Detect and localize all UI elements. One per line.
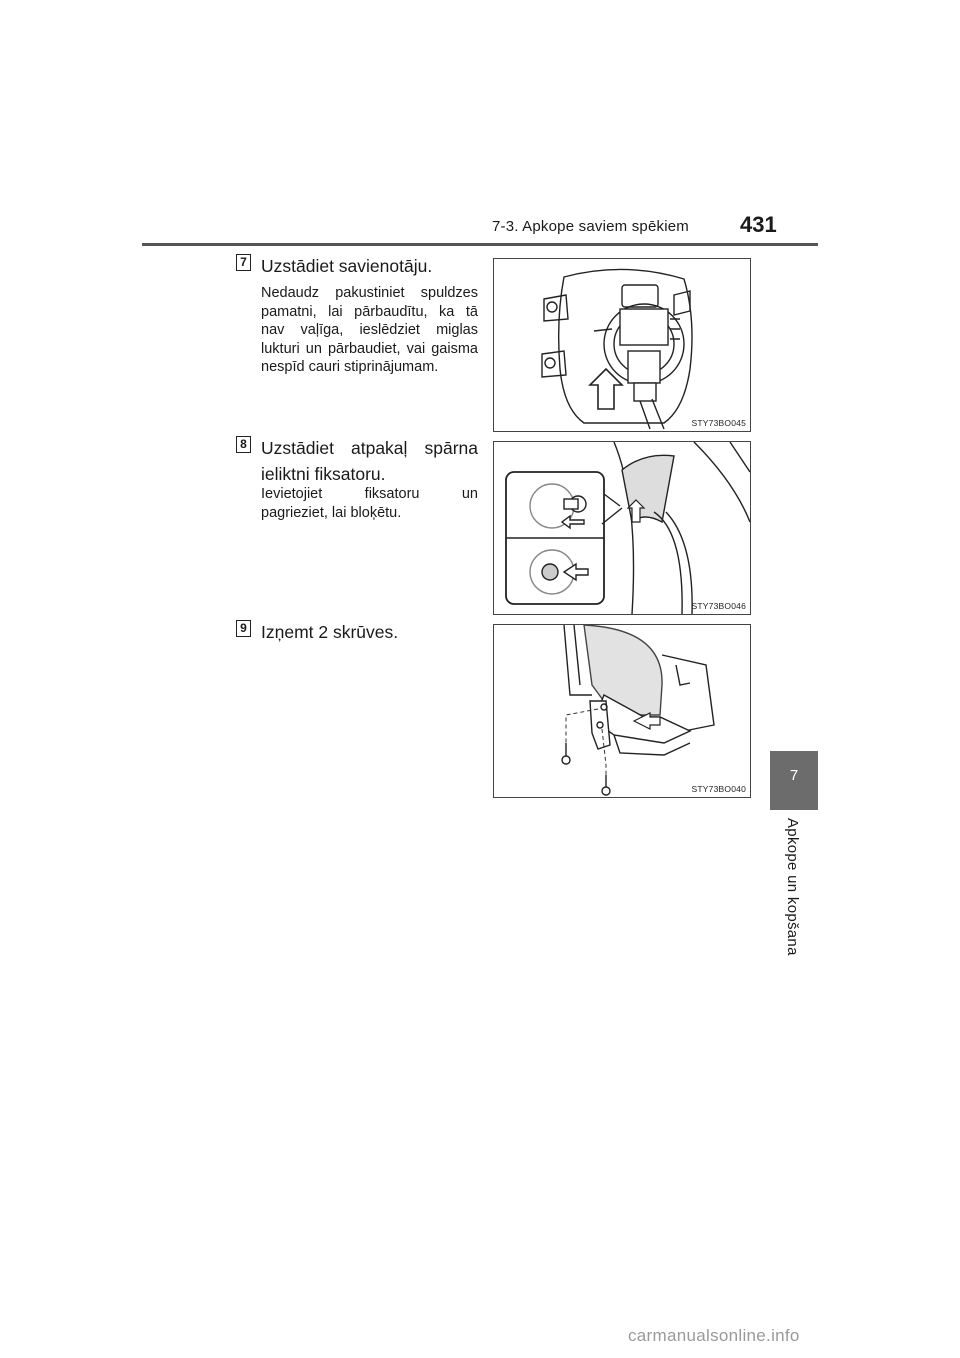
step-7-title: Uzstādiet savienotāju.	[261, 256, 433, 276]
step-9-title: Izņemt 2 skrūves.	[261, 622, 399, 642]
step-number-7: 7	[236, 254, 251, 271]
figure-fog-lamp-connector	[493, 258, 751, 432]
remove-screws-illustration	[494, 625, 750, 797]
step-8-body	[261, 485, 478, 522]
fender-liner-clip-illustration	[494, 442, 750, 614]
figure-fender-liner-clip	[493, 441, 751, 615]
step-8-title-line: Uzstādiet atpakaļ spārna	[261, 438, 478, 458]
step-number-9: 9	[236, 620, 251, 637]
figure-code: STY73BO045	[691, 418, 746, 428]
step-8-title	[261, 435, 478, 487]
step-8-title-line: ieliktni fiksatoru.	[261, 464, 386, 484]
step-7-body-line: pamatni, lai pārbaudītu, ka tā	[261, 303, 478, 320]
figure-code: STY73BO040	[691, 784, 746, 794]
watermark-text: carmanualsonline.info	[628, 1326, 800, 1345]
chapter-number: 7	[789, 767, 799, 784]
chapter-tab	[770, 751, 818, 810]
step-7-body	[261, 284, 478, 377]
page-number: 431	[740, 212, 777, 237]
step-7-body-line: Nedaudz pakustiniet spuldzes	[261, 285, 478, 301]
chapter-title: Apkope un kopšana	[784, 818, 801, 956]
step-number-8: 8	[236, 436, 251, 453]
step-7-body-line: lukturi un pārbaudiet, vai gaisma	[261, 340, 478, 357]
figure-remove-screws	[493, 624, 751, 798]
section-title: 7-3. Apkope saviem spēkiem	[492, 218, 689, 235]
header-divider	[142, 243, 818, 246]
step-8-body-line: Ievietojiet fiksatoru un	[261, 486, 478, 502]
step-8-body-line: pagrieziet, lai bloķētu.	[261, 504, 402, 521]
step-7-body-line: nespīd cauri stiprinājumam.	[261, 359, 439, 375]
figure-code: STY73BO046	[691, 601, 746, 611]
step-7-body-line: nav vaļīga, ieslēdziet miglas	[261, 322, 478, 338]
fog-lamp-connector-illustration	[494, 259, 750, 431]
